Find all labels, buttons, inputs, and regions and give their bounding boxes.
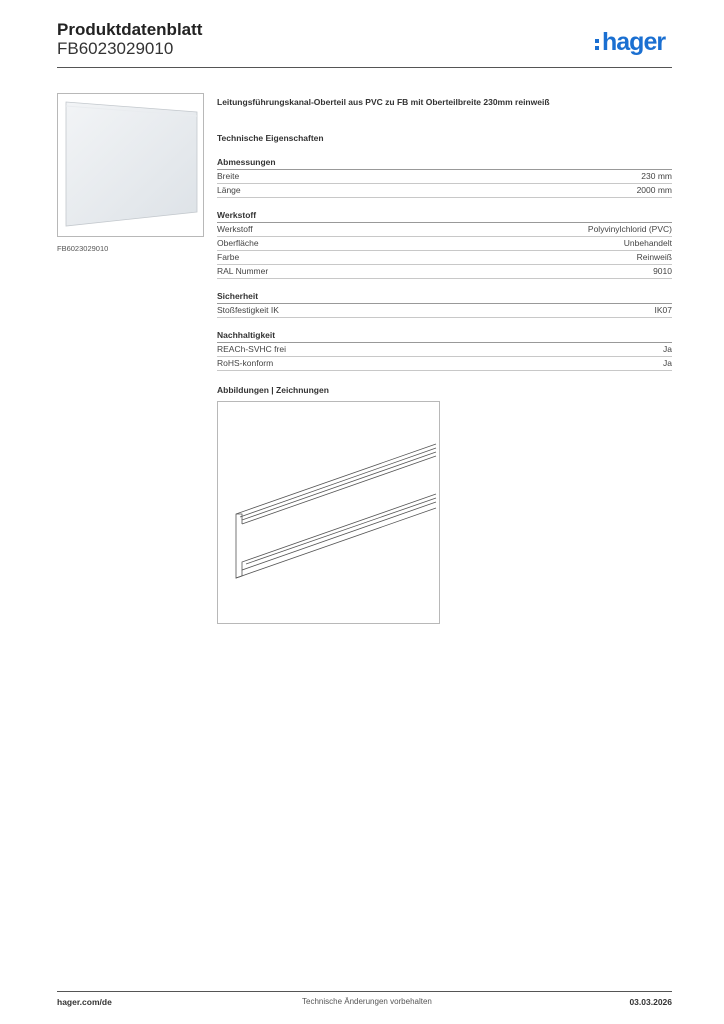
section-heading: Technische Eigenschaften [217, 133, 324, 143]
footer-date: 03.03.2026 [629, 997, 672, 1007]
property-row [217, 184, 672, 198]
photo-caption: FB6023029010 [57, 244, 109, 253]
logo-text: hager [602, 28, 666, 56]
property-row [217, 251, 672, 265]
property-label: Breite [217, 171, 240, 181]
property-value: Ja [663, 344, 672, 354]
property-label: REACh-SVHC frei [217, 344, 286, 354]
property-row [217, 223, 672, 237]
property-groups [217, 157, 672, 371]
footer-divider [57, 991, 672, 992]
channel-cover-drawing [218, 402, 439, 623]
page-title: Produktdatenblatt [57, 20, 203, 39]
property-group [217, 210, 672, 279]
property-group [217, 330, 672, 371]
property-row [217, 265, 672, 279]
property-label: Werkstoff [217, 224, 253, 234]
group-heading: Werkstoff [217, 210, 672, 223]
footer-disclaimer: Technische Änderungen vorbehalten [302, 997, 432, 1006]
property-label: Stoßfestigkeit IK [217, 305, 279, 315]
property-row [217, 170, 672, 184]
property-label: Oberfläche [217, 238, 259, 248]
group-heading: Sicherheit [217, 291, 672, 304]
header-divider [57, 67, 672, 68]
property-label: Länge [217, 185, 241, 195]
property-group [217, 157, 672, 198]
property-value: 2000 mm [636, 185, 672, 195]
property-value: IK07 [654, 305, 672, 315]
group-heading: Nachhaltigkeit [217, 330, 672, 343]
property-value: Ja [663, 358, 672, 368]
property-row [217, 357, 672, 371]
property-label: RAL Nummer [217, 266, 269, 276]
property-value: 230 mm [641, 171, 672, 181]
property-label: Farbe [217, 252, 240, 262]
property-value: Reinweiß [636, 252, 672, 262]
product-title: Leitungsführungskanal-Oberteil aus PVC zu FB mit Oberteilbreite 230mm reinweiß [217, 97, 550, 107]
technical-drawing [217, 401, 440, 624]
property-row [217, 237, 672, 251]
property-value: Unbehandelt [623, 238, 672, 248]
logo-dots-icon [595, 36, 600, 50]
property-value: 9010 [653, 266, 672, 276]
property-value: Polyvinylchlorid (PVC) [587, 224, 672, 234]
drawings-heading: Abbildungen | Zeichnungen [217, 385, 329, 395]
product-photo [57, 93, 204, 237]
footer-website-link[interactable]: hager.com/de [57, 997, 112, 1007]
cover-panel-image [58, 94, 203, 236]
product-code: FB6023029010 [57, 39, 174, 58]
product-details [217, 97, 672, 624]
property-row [217, 304, 672, 318]
property-label: RoHS-konform [217, 358, 274, 368]
brand-logo [595, 28, 665, 57]
property-group [217, 291, 672, 318]
group-heading: Abmessungen [217, 157, 672, 170]
property-row [217, 343, 672, 357]
